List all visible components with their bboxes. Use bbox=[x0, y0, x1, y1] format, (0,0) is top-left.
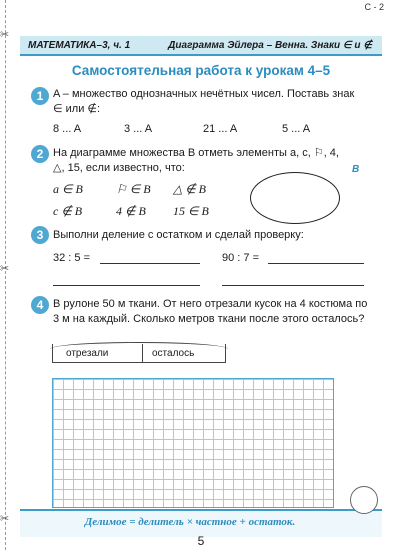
task-4-line-1: В рулоне 50 м ткани. От него отрезали кусок на 4 костюма по bbox=[53, 298, 368, 310]
task-2-condition: 15 ∈ B bbox=[173, 204, 209, 218]
answer-line[interactable] bbox=[53, 285, 200, 286]
task-number-4: 4 bbox=[31, 296, 49, 314]
division-rule: Делимое = делитель × частное + остаток. bbox=[84, 516, 296, 528]
page-number: 5 bbox=[197, 534, 205, 548]
task-4-line-2: 3 м на каждый. Сколько метров ткани после этого осталось? bbox=[53, 313, 365, 325]
work-title: Самостоятельная работа к урокам 4–5 bbox=[71, 63, 331, 78]
scissors-icon: ✂ bbox=[0, 28, 10, 41]
subject-title: МАТЕМАТИКА–3, ч. 1 bbox=[28, 39, 131, 51]
task-3-example-2: 90 : 7 = bbox=[222, 252, 260, 264]
answer-line[interactable] bbox=[268, 263, 364, 264]
header-bar bbox=[20, 36, 382, 56]
mascot-icon bbox=[350, 486, 378, 514]
scissors-icon: ✂ bbox=[0, 512, 10, 525]
task-2-condition: ⚐ ∈ B bbox=[116, 182, 151, 196]
task-2-condition: c ∉ B bbox=[53, 204, 83, 218]
task-number-3: 3 bbox=[31, 226, 49, 244]
task-1-item: 3 ... A bbox=[124, 123, 153, 135]
answer-grid[interactable] bbox=[52, 378, 334, 508]
task-1-text bbox=[53, 87, 383, 117]
set-b-label: B bbox=[352, 164, 360, 175]
task-number-2: 2 bbox=[31, 145, 49, 163]
page-code: С - 2 bbox=[364, 2, 384, 12]
venn-set-b[interactable] bbox=[250, 172, 340, 224]
task-2-condition: a ∈ B bbox=[53, 182, 83, 196]
task-2-line-2: △, 15, если известно, что: bbox=[53, 162, 185, 174]
task-3-example-1: 32 : 5 = bbox=[53, 252, 91, 264]
answer-line[interactable] bbox=[222, 285, 364, 286]
answer-line[interactable] bbox=[100, 263, 200, 264]
topic-title: Диаграмма Эйлера – Венна. Знаки ∈ и ∉ bbox=[168, 39, 372, 51]
task-3-text: Выполни деление с остатком и сделай проверку: bbox=[53, 229, 304, 241]
task-2-line-1: На диаграмме множества B отметь элементы a, c, ⚐, 4, bbox=[53, 147, 339, 159]
task-1-item: 5 ... A bbox=[282, 123, 311, 135]
cut-line bbox=[5, 0, 6, 550]
remaining-label: осталось bbox=[152, 348, 195, 359]
task-1-line-2: ∈ или ∉: bbox=[53, 103, 101, 115]
cut-off-label: отрезали bbox=[66, 348, 109, 359]
fabric-segment-divider bbox=[142, 344, 143, 363]
task-2-condition: △ ∉ B bbox=[173, 182, 207, 196]
scissors-icon: ✂ bbox=[0, 262, 10, 275]
task-2-condition: 4 ∉ B bbox=[116, 204, 146, 218]
task-2-text bbox=[53, 146, 383, 176]
task-4-text bbox=[53, 297, 383, 327]
task-1-line-1: A – множество однозначных нечётных чисел. Поставь знак bbox=[53, 88, 355, 100]
task-1-item: 8 ... A bbox=[53, 123, 82, 135]
task-number-1: 1 bbox=[31, 87, 49, 105]
task-1-item: 21 ... A bbox=[203, 123, 238, 135]
